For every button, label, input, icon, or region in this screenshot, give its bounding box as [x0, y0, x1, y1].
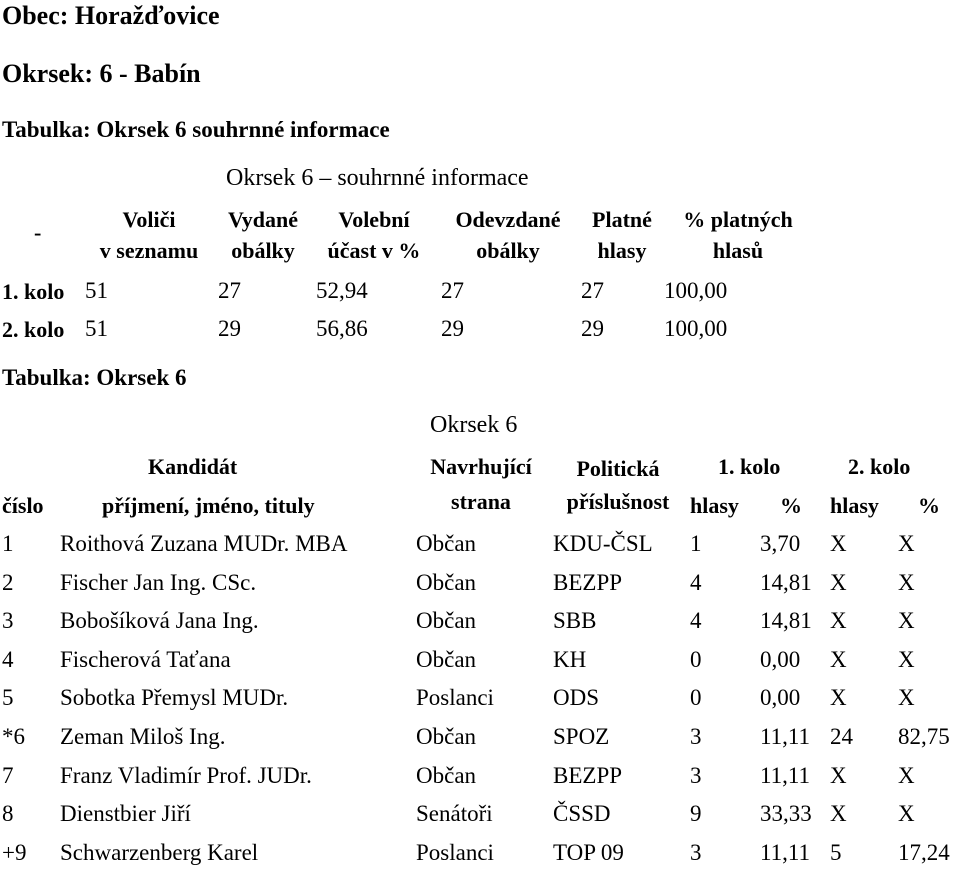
round1-percent: 14,81 — [760, 570, 812, 595]
header-pct2: % — [918, 493, 940, 518]
candidates-table-label: Tabulka: Okrsek 6 — [2, 365, 187, 390]
summary-cell: 51 — [85, 316, 108, 341]
header-cislo: číslo — [2, 493, 44, 518]
round2-votes: X — [830, 531, 847, 556]
candidate-name: Fischer Jan Ing. CSc. — [60, 570, 257, 595]
candidate-party: Občan — [416, 531, 477, 556]
candidate-name: Bobošíková Jana Ing. — [60, 608, 259, 633]
candidate-affiliation: BEZPP — [553, 570, 623, 595]
candidate-number: 7 — [2, 763, 14, 788]
round1-votes: 4 — [690, 570, 702, 595]
candidate-party: Poslanci — [416, 840, 494, 865]
summary-row-label: 2. kolo — [2, 317, 65, 342]
summary-col-platne: Platné hlasy — [592, 207, 652, 263]
candidate-number: 2 — [2, 570, 14, 595]
summary-table-label: Tabulka: Okrsek 6 souhrnné informace — [2, 117, 390, 142]
round1-votes: 0 — [690, 647, 702, 672]
candidate-affiliation: ODS — [553, 685, 600, 710]
round1-votes: 3 — [690, 763, 702, 788]
candidate-name: Zeman Miloš Ing. — [60, 724, 226, 749]
round2-votes: 24 — [830, 724, 853, 749]
summary-col-odevzdane: Odevzdané obálky — [455, 207, 561, 263]
candidate-name: Fischerová Taťana — [60, 647, 231, 672]
header-prislusnost: příslušnost — [566, 489, 670, 514]
summary-col-pct: % platných hlasů — [683, 207, 793, 263]
candidate-affiliation: SPOZ — [553, 724, 610, 749]
round1-percent: 3,70 — [760, 531, 801, 556]
summary-cell: 56,86 — [316, 316, 368, 341]
candidate-affiliation: ČSSD — [553, 801, 611, 826]
summary-cell: 27 — [441, 278, 464, 303]
round1-votes: 1 — [690, 531, 702, 556]
round2-percent: X — [898, 647, 915, 672]
round1-votes: 9 — [690, 801, 702, 826]
summary-cell: 100,00 — [664, 316, 728, 341]
candidate-affiliation: BEZPP — [553, 763, 623, 788]
summary-col-volici: Voliči v seznamu — [99, 207, 199, 263]
candidate-party: Občan — [416, 647, 477, 672]
candidate-affiliation: KH — [553, 647, 587, 672]
summary-corner: - — [34, 220, 42, 245]
summary-col-ucast: Volební účast v % — [327, 207, 421, 263]
header-navrhujici-strana: strana — [451, 489, 511, 514]
candidate-name: Dienstbier Jiří — [60, 801, 191, 826]
round1-votes: 3 — [690, 840, 702, 865]
round1-percent: 11,11 — [760, 840, 811, 865]
district-title: Okrsek: 6 - Babín — [2, 59, 201, 88]
summary-cell: 27 — [581, 278, 604, 303]
round2-percent: X — [898, 801, 915, 826]
header-pct1: % — [780, 493, 802, 518]
candidate-number: *6 — [2, 724, 25, 749]
round2-percent: X — [898, 531, 915, 556]
summary-cell: 51 — [85, 278, 108, 303]
summary-row-label: 1. kolo — [2, 279, 65, 304]
summary-cell: 29 — [441, 316, 464, 341]
round2-percent: X — [898, 763, 915, 788]
round1-percent: 33,33 — [760, 801, 812, 826]
header-hlasy2: hlasy — [830, 493, 879, 518]
summary-cell: 52,94 — [316, 278, 368, 303]
candidate-affiliation: KDU-ČSL — [553, 531, 653, 556]
round2-votes: X — [830, 685, 847, 710]
candidate-name: Franz Vladimír Prof. JUDr. — [60, 763, 312, 788]
candidate-number: +9 — [2, 840, 27, 865]
candidate-name: Roithová Zuzana MUDr. MBA — [60, 531, 348, 556]
candidate-name: Sobotka Přemysl MUDr. — [60, 685, 289, 710]
round2-percent: X — [898, 570, 915, 595]
candidates-caption: Okrsek 6 — [430, 412, 518, 438]
round1-percent: 0,00 — [760, 647, 801, 672]
candidate-party: Senátoři — [416, 801, 493, 826]
summary-cell: 29 — [218, 316, 241, 341]
round1-percent: 11,11 — [760, 763, 811, 788]
summary-cell: 100,00 — [664, 278, 728, 303]
candidate-number: 1 — [2, 531, 14, 556]
candidate-party: Občan — [416, 608, 477, 633]
round2-votes: X — [830, 570, 847, 595]
round2-votes: X — [830, 608, 847, 633]
candidate-party: Poslanci — [416, 685, 494, 710]
round2-percent: 17,24 — [898, 840, 950, 865]
round2-votes: X — [830, 647, 847, 672]
header-hlasy1: hlasy — [690, 493, 739, 518]
header-navrhujici: Navrhující — [430, 454, 532, 479]
summary-cell: 27 — [218, 278, 241, 303]
candidate-party: Občan — [416, 763, 477, 788]
header-kandidat: Kandidát — [148, 454, 238, 479]
summary-col-vydane: Vydané obálky — [227, 207, 299, 263]
municipality-title: Obec: Horažďovice — [2, 1, 220, 30]
round2-votes: X — [830, 763, 847, 788]
round1-percent: 0,00 — [760, 685, 801, 710]
round1-percent: 11,11 — [760, 724, 811, 749]
round1-votes: 0 — [690, 685, 702, 710]
summary-caption: Okrsek 6 – souhrnné informace — [226, 165, 529, 191]
round2-percent: X — [898, 608, 915, 633]
candidate-party: Občan — [416, 724, 477, 749]
header-kolo2: 2. kolo — [848, 454, 911, 479]
candidate-party: Občan — [416, 570, 477, 595]
candidate-name: Schwarzenberg Karel — [60, 840, 259, 865]
round1-votes: 3 — [690, 724, 702, 749]
candidate-number: 5 — [2, 685, 14, 710]
candidate-number: 4 — [2, 647, 14, 672]
candidate-number: 8 — [2, 801, 14, 826]
header-jmeno: příjmení, jméno, tituly — [102, 493, 315, 518]
round1-votes: 4 — [690, 608, 702, 633]
header-kolo1: 1. kolo — [718, 454, 781, 479]
round2-percent: X — [898, 685, 915, 710]
candidate-affiliation: TOP 09 — [553, 840, 624, 865]
candidate-affiliation: SBB — [553, 608, 597, 633]
round2-votes: X — [830, 801, 847, 826]
summary-cell: 29 — [581, 316, 604, 341]
candidate-number: 3 — [2, 608, 14, 633]
round2-votes: 5 — [830, 840, 842, 865]
round2-percent: 82,75 — [898, 724, 950, 749]
round1-percent: 14,81 — [760, 608, 812, 633]
header-politicka: Politická — [576, 456, 660, 481]
